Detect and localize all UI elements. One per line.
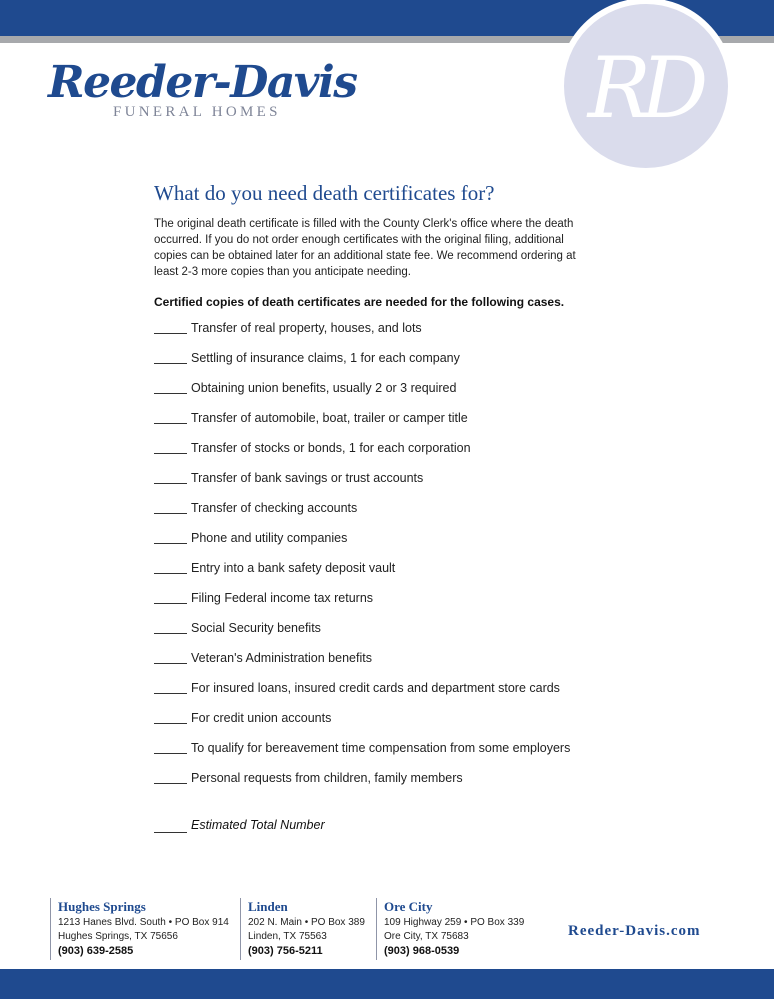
page-title: What do you need death certificates for? <box>154 181 495 205</box>
monogram-badge <box>558 0 734 174</box>
case-label: Obtaining union benefits, usually 2 or 3 required <box>191 381 457 395</box>
list-item <box>154 649 570 679</box>
list-item <box>154 589 570 619</box>
monogram-letters: RD <box>587 39 699 137</box>
case-label: Veteran's Administration benefits <box>191 651 372 665</box>
list-item <box>154 379 570 409</box>
list-item <box>154 739 570 769</box>
list-item <box>154 439 570 469</box>
total-blank[interactable] <box>154 818 187 833</box>
list-item <box>154 709 570 739</box>
count-blank[interactable] <box>154 619 187 634</box>
office-city: Ore City, TX 75683 <box>384 931 469 942</box>
office-linden <box>240 898 365 960</box>
office-name: Ore City <box>384 899 433 914</box>
case-label: Transfer of automobile, boat, trailer or camper title <box>191 411 468 425</box>
count-blank[interactable] <box>154 349 187 364</box>
case-label: For insured loans, insured credit cards and department store cards <box>191 681 560 695</box>
office-phone: (903) 968-0539 <box>384 945 460 957</box>
count-blank[interactable] <box>154 409 187 424</box>
intro-paragraph: The original death certificate is filled with the County Clerk's office where the death occurred. If you do not order enough certificates with the original filing, additional copies can be obtained later for an additional state fee. We recommend ordering at least 2-3 more copies than you anticipate needing. <box>154 218 576 278</box>
case-label: Transfer of checking accounts <box>191 501 358 515</box>
office-hughes-springs <box>50 898 229 960</box>
count-blank[interactable] <box>154 589 187 604</box>
office-address: 109 Highway 259 • PO Box 339 <box>384 917 525 928</box>
list-item <box>154 619 570 649</box>
list-item <box>154 319 570 349</box>
brand-name: Reeder-Davis <box>48 57 357 108</box>
office-address: 202 N. Main • PO Box 389 <box>248 917 365 928</box>
website-link[interactable]: Reeder-Davis.com <box>568 923 701 939</box>
count-blank[interactable] <box>154 469 187 484</box>
count-blank[interactable] <box>154 379 187 394</box>
office-name: Linden <box>248 899 288 914</box>
list-item <box>154 349 570 379</box>
case-label: Settling of insurance claims, 1 for each company <box>191 351 460 365</box>
count-blank[interactable] <box>154 709 187 724</box>
case-label: For credit union accounts <box>191 711 332 725</box>
case-label: To qualify for bereavement time compensation from some employers <box>191 741 571 755</box>
office-city: Linden, TX 75563 <box>248 931 327 942</box>
list-item <box>154 469 570 499</box>
list-item <box>154 769 570 799</box>
count-blank[interactable] <box>154 499 187 514</box>
list-item <box>154 529 570 559</box>
list-item <box>154 499 570 529</box>
case-label: Filing Federal income tax returns <box>191 591 374 605</box>
brand-subtitle: FUNERAL HOMES <box>113 104 281 120</box>
count-blank[interactable] <box>154 649 187 664</box>
office-ore-city <box>376 898 524 960</box>
office-city: Hughes Springs, TX 75656 <box>58 931 178 942</box>
count-blank[interactable] <box>154 529 187 544</box>
case-label: Transfer of real property, houses, and lots <box>191 321 422 335</box>
case-label: Transfer of bank savings or trust accounts <box>191 471 424 485</box>
office-phone: (903) 639-2585 <box>58 945 134 957</box>
count-blank[interactable] <box>154 319 187 334</box>
office-phone: (903) 756-5211 <box>248 945 323 957</box>
footer-band <box>0 969 774 999</box>
brand-logo <box>48 58 356 121</box>
count-blank[interactable] <box>154 769 187 784</box>
case-label: Transfer of stocks or bonds, 1 for each corporation <box>191 441 471 455</box>
estimated-total <box>154 818 325 833</box>
footer <box>0 898 774 963</box>
cases-list <box>154 319 570 799</box>
case-label: Social Security benefits <box>191 621 321 635</box>
case-label: Entry into a bank safety deposit vault <box>191 561 396 575</box>
case-label: Personal requests from children, family members <box>191 771 463 785</box>
count-blank[interactable] <box>154 439 187 454</box>
case-label: Phone and utility companies <box>191 531 348 545</box>
list-item <box>154 409 570 439</box>
count-blank[interactable] <box>154 559 187 574</box>
office-address: 1213 Hanes Blvd. South • PO Box 914 <box>58 917 229 928</box>
total-label: Estimated Total Number <box>191 818 325 832</box>
main-content <box>154 180 624 309</box>
list-item <box>154 679 570 709</box>
section-heading: Certified copies of death certificates are needed for the following cases. <box>154 295 565 309</box>
count-blank[interactable] <box>154 739 187 754</box>
count-blank[interactable] <box>154 679 187 694</box>
list-item <box>154 559 570 589</box>
office-name: Hughes Springs <box>58 899 146 914</box>
